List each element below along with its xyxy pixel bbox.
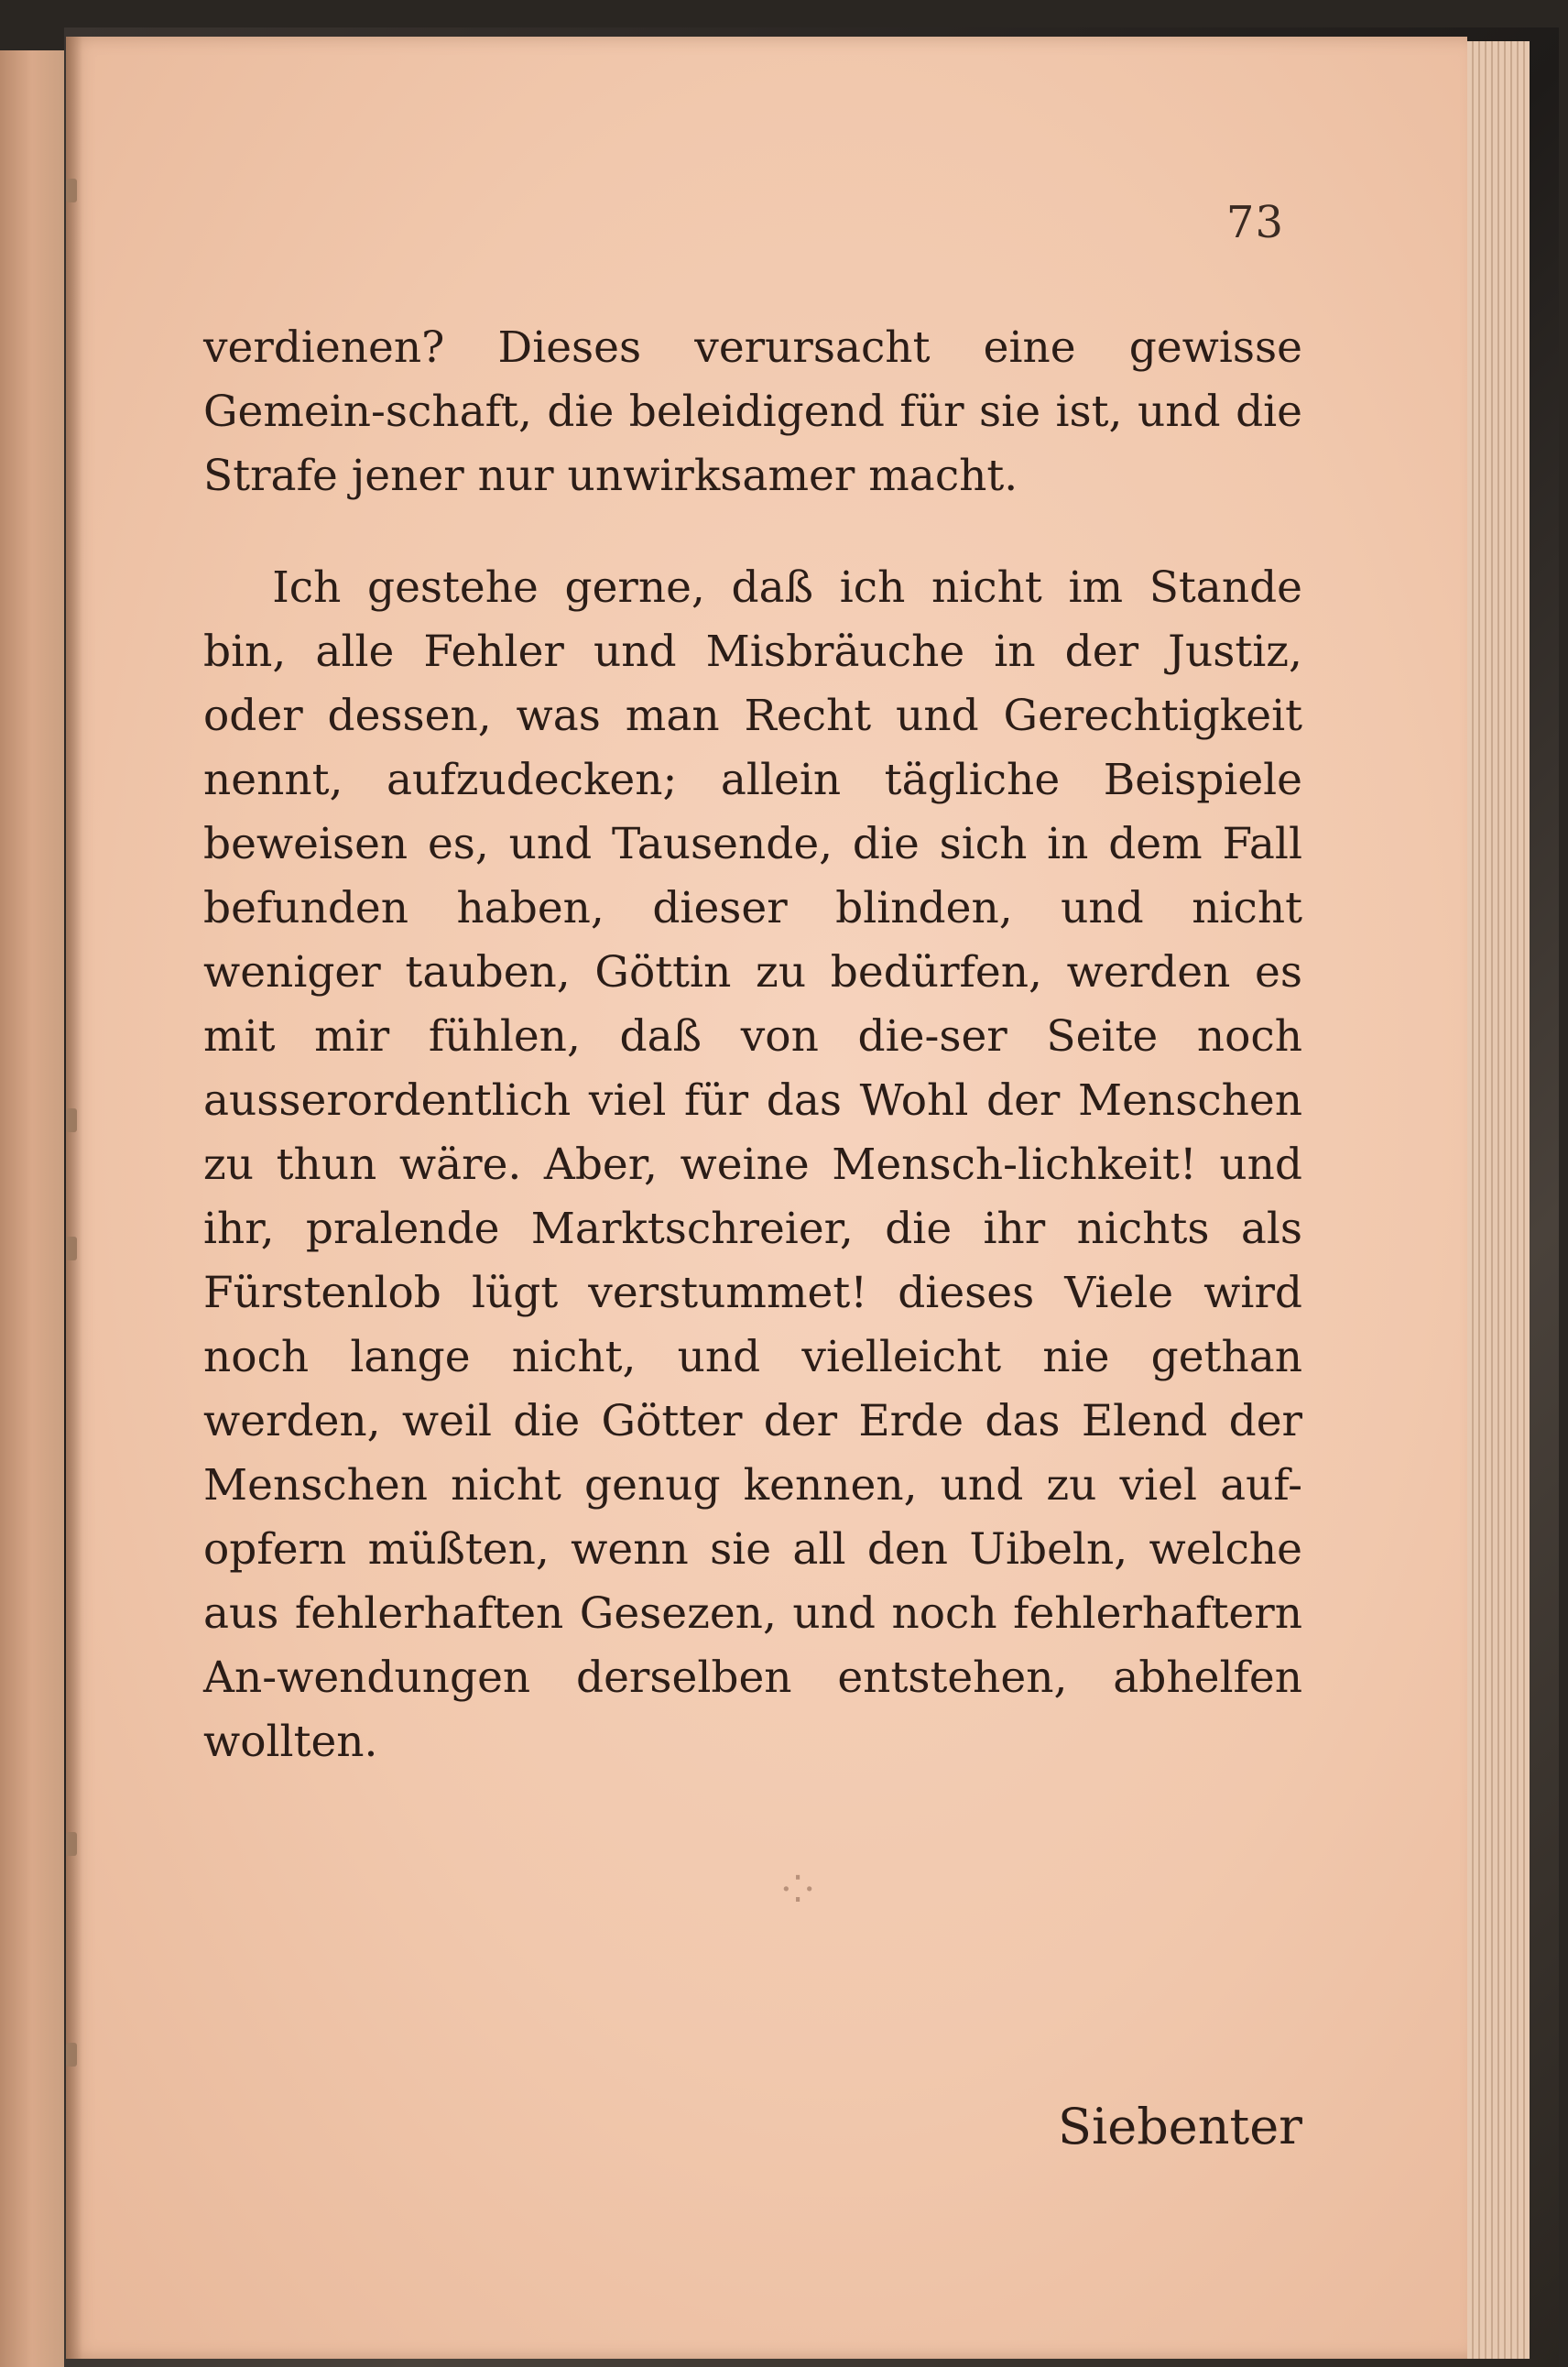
page-gutter: [66, 37, 82, 2359]
ink-mark: ·⁚·: [780, 1869, 816, 1911]
book-page: [66, 37, 1467, 2359]
paragraph-1: verdienen? Dieses verursacht eine gewisse Gemein-schaft, die beleidigend für sie ist, und die Strafe jener nur unwirksamer macht.: [203, 322, 1302, 501]
binding-stitch: [66, 1237, 77, 1260]
paragraph-2: Ich gestehe gerne, daß ich nicht im Stande bin, alle Fehler und Misbräuche in der Justiz, oder dessen, was man Recht und Gerechtigkeit nennt, aufzudecken; allein tägliche Beispiele beweisen es, und Tausende, die sich in dem Fall befunden haben, dieser blinden, und nicht weniger tauben, Göttin zu bedürfen, werden es mit mir fühlen, daß von die-ser Seite noch ausserordentlich viel für das Wohl der Menschen zu thun wäre. Aber, weine Mensch-lichkeit! und ihr, pralende Marktschreier, die ihr nichts als Fürstenlob lügt verstummet! dieses Viele wird noch lange nicht, und vielleicht nie gethan werden, weil die Götter der Erde das Elend der Menschen nicht genug kennen, und zu viel auf-opfern müßten, wenn sie all den Uibeln, welche aus fehlerhaften Gesezen, und noch fehlerhaftern An-wendungen derselben entstehen, abhelfen wollten.: [203, 562, 1302, 1767]
page-number: 73: [1225, 197, 1284, 248]
body-text: [203, 316, 1302, 1774]
catchword: Siebenter: [1058, 2098, 1302, 2155]
binding-stitch: [66, 2043, 77, 2067]
binding-stitch: [66, 1832, 77, 1856]
binding-stitch: [66, 1108, 77, 1132]
facing-page-edge: [0, 50, 66, 2367]
binding-stitch: [66, 179, 77, 202]
